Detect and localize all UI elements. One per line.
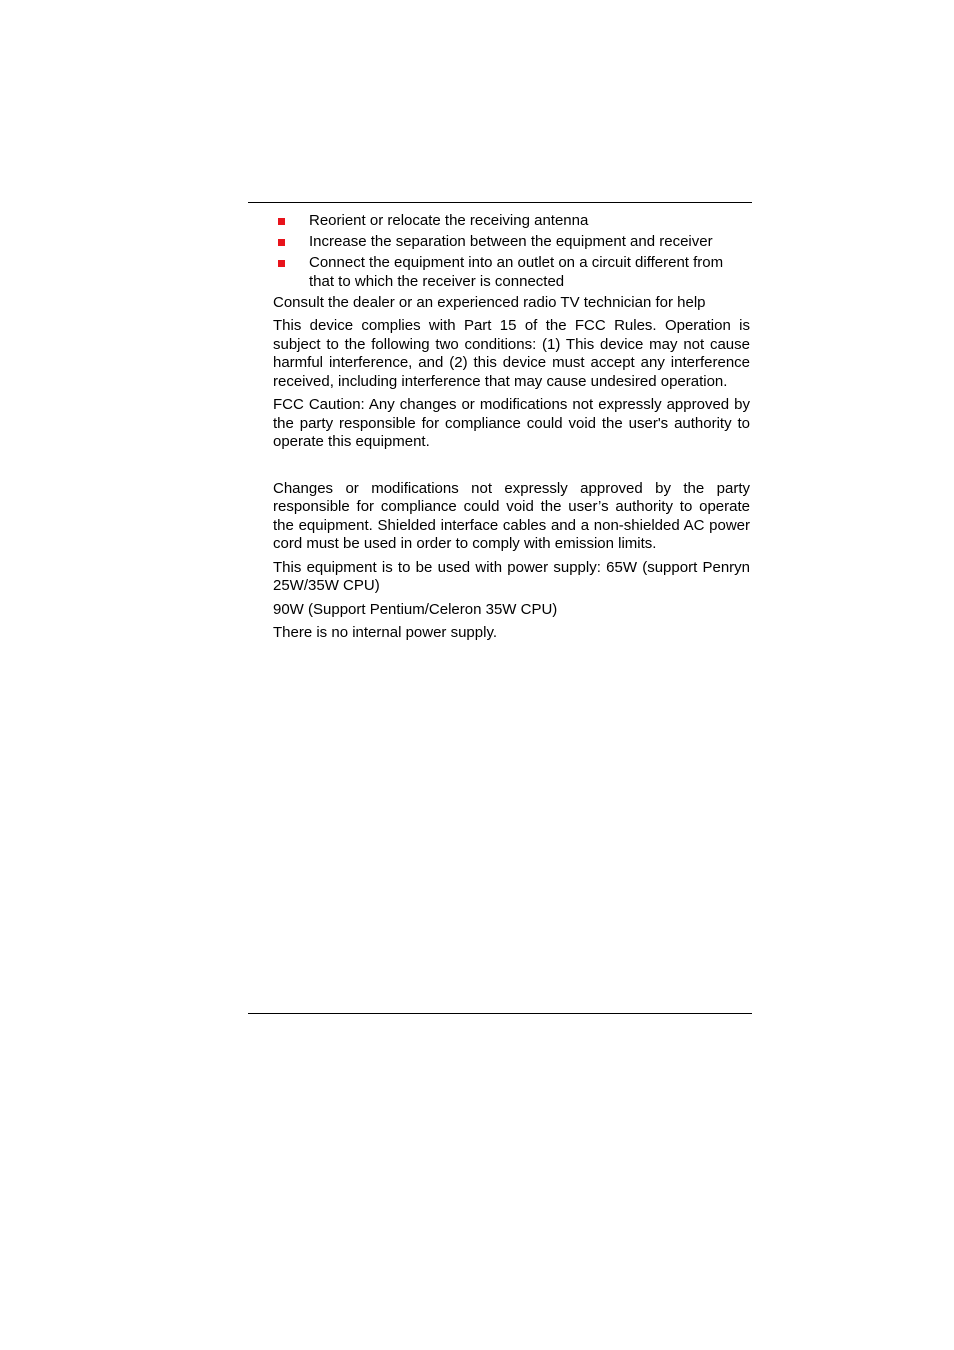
bullet-list bbox=[273, 212, 750, 291]
bullet-text: Increase the separation between the equipment and receiver bbox=[309, 233, 713, 250]
bottom-rule bbox=[248, 1013, 752, 1014]
fcc-caution-paragraph: FCC Caution: Any changes or modifications not expressly approved by the party responsible for compliance could void the user's authority to operate this equipment. bbox=[273, 396, 750, 450]
page-content bbox=[273, 212, 750, 643]
internal-power-paragraph: There is no internal power supply. bbox=[273, 624, 498, 641]
bullet-item bbox=[273, 254, 750, 291]
bullet-text: Reorient or relocate the receiving antenna bbox=[309, 212, 589, 229]
square-bullet-icon bbox=[278, 218, 285, 225]
square-bullet-icon bbox=[278, 260, 285, 267]
bullet-text: Connect the equipment into an outlet on a circuit different from that to which the receiver is connected bbox=[309, 254, 724, 290]
square-bullet-icon bbox=[278, 239, 285, 246]
consult-paragraph: Consult the dealer or an experienced radio TV technician for help bbox=[273, 293, 706, 311]
modifications-paragraph: Changes or modifications not expressly approved by the party responsible for compliance could void the user’s authority to operate the equipment. Shielded interface cables and a non-shielded AC power cord must be used in order to comply with emission limits. bbox=[273, 479, 750, 552]
power-supply-paragraph: This equipment is to be used with power supply: 65W (support Penryn 25W/35W CPU) bbox=[273, 558, 750, 594]
fcc-part15-paragraph: This device complies with Part 15 of the FCC Rules. Operation is subject to the following two conditions: (1) This device may not cause harmful interference, and (2) this device must accept any interference received, including interference that may cause undesired operation. bbox=[273, 317, 750, 390]
bullet-item bbox=[273, 212, 750, 231]
bullet-item bbox=[273, 233, 750, 252]
top-rule bbox=[248, 202, 752, 203]
power-90w-paragraph: 90W (Support Pentium/Celeron 35W CPU) bbox=[273, 600, 558, 618]
